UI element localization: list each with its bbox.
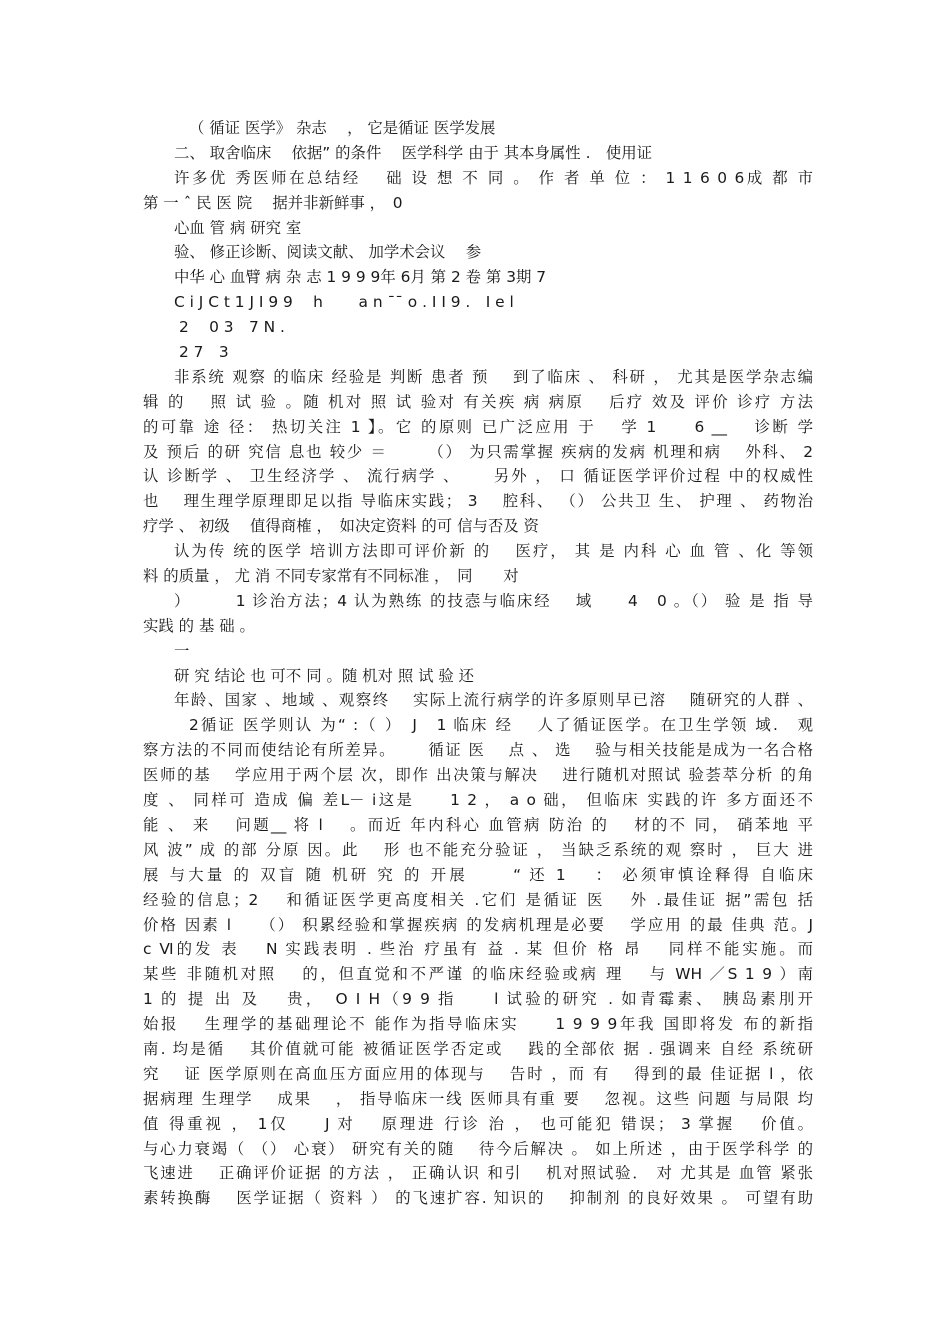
- text-line: 的可靠 途 径： 热切关注 1 】。它 的原则 已广泛应用 于 学 1 6 __ 诊断 学: [143, 417, 813, 436]
- text-line: C i J C t 1 J I 9 9 h a n ¯¯ o . I I 9 . I e l: [174, 293, 514, 312]
- text-line: 非系统 观察 的临床 经验是 判断 患者 预 到了临床 、 科研 ， 尤其是医学杂志编: [174, 367, 813, 386]
- text-line: 价格 因素 l （） 积累经验和掌握疾病 的发病机理是必要 学应用 的最 佳典 范。J: [143, 915, 813, 934]
- text-line: 度 、 同样可 造成 偏 差L－ i这是 1 2 ， a o 础， 但临床 实践的许 多方面还不: [143, 791, 813, 810]
- text-line: 风 波” 成 的部 分原 因。此 形 也不能充分验证 ， 当缺乏系统的观 察时 ， 巨大 进: [143, 840, 813, 859]
- text-line: 研 究 结论 也 可不 同 。随 机对 照 试 验 还: [174, 666, 475, 685]
- text-line: 素转换酶 医学证据（ 资料 ） 的飞速扩容. 知识的 抑制剂 的良好效果 。 可望有助: [143, 1189, 813, 1208]
- text-line: （ 循证 医学》 杂志 ， 它是循证 医学发展: [189, 119, 496, 137]
- text-line: 许多优 秀医师在总结经 础 设 想 不 同 。 作 者 单 位 ： 1 1 6 0 6成 都 市: [174, 168, 813, 187]
- text-line: 据病理 生理学 成果 ， 指导临床一线 医师具有重 要 忽视。这些 问题 与局限 均: [143, 1089, 813, 1108]
- text-line: 飞速进 正确评价证据 的方法 ， 正确认识 和引 机对照试验． 对 尤其是 血管 紧张: [143, 1164, 813, 1183]
- text-line: 辑 的 照 试 验 。随 机对 照 试 验对 有关疾 病 病原 后疗 效及 评价 诊疗 方法: [143, 392, 813, 411]
- text-line: 疗学 、 初级 值得商榷 ， 如决定资料 的可 信与否及 资: [143, 517, 539, 536]
- text-line: 某些 非随机对照 的，但直觉和不严谨 的临床经验或病 理 与 WH ／S 1 9 ）南: [143, 965, 813, 984]
- text-line: 认为传 统的医学 培训方法即可评价新 的 医疗， 其 是 内科 心 血 管 、化 等领: [174, 542, 813, 561]
- text-line: 始报 生理学的基础理论不 能作为指导临床实 1 9 9 9年我 国即将发 布的新指: [143, 1015, 813, 1034]
- text-line: 2循证 医学则认 为“ :（ ） J 1 临床 经 人了循证医学。在卫生学领 域. 观: [189, 716, 813, 735]
- text-line: c Ⅵ的发 表 N 实践表明 . 些治 疗虽有 益 . 某 但价 格 昂 同样不能实施。而: [143, 940, 813, 959]
- text-line: 认 诊断学 、 卫生经济学 、 流行病学 、 另外 ， 口 循证医学评价过程 中的权威性: [143, 467, 813, 486]
- text-line: 经验的信息；2 和循证医学更高度相关 .它们 是循证 医 外 .最佳证 据”需包 括: [143, 890, 813, 909]
- text-line: 察方法的不同而使结论有所差异。 循证 医 点 、 选 验与相关技能是成为一名合格: [143, 741, 813, 760]
- body-text: [143, 116, 813, 1211]
- text-line: 2 7 3: [179, 343, 229, 362]
- text-line: 也 理生理学原理即足以指 导临床实践； 3 腔科、 （） 公共卫 生、 护理 、 药物治: [143, 492, 813, 511]
- text-line: 2 0 3 7 N .: [179, 318, 285, 337]
- text-line: 南. 均是循 其价值就可能 被循证医学否定或 践的全部依 据 . 强调来 自经 系统研: [143, 1039, 813, 1058]
- text-line: 心血 管 病 研究 室: [174, 218, 302, 237]
- text-line: 展 与大量 的 双盲 随 机研 究 的 开展 “ 还 1 ： 必须审慎诠释得 自临床: [143, 865, 813, 884]
- text-line: 及 预后 的研 究信 息也 较少 ＝ （） 为只需掌握 疾病的发病 机理和病 外科、 2: [143, 442, 813, 461]
- text-line: 值 得重视 ， 1仅 J 对 原理进 行诊 治 ， 也可能犯 错误； 3 掌握 价值。: [143, 1114, 813, 1133]
- text-line: 第 一 ˆ 民 医 院 据并非新鲜事 ， 0: [143, 193, 403, 212]
- text-line: 与心力衰竭（ （） 心衰） 研究有关的随 待今后解决 。 如上所述 ，由于医学科学 的: [143, 1139, 813, 1158]
- text-line: 1 的 提 出 及 贵， O I H（9 9 指 l 试验的研究 . 如青霉素、 胰岛素刖开: [143, 990, 813, 1009]
- text-line: 实践 的 基 础 。: [143, 616, 255, 635]
- text-line: 验、 修正诊断、阅读文献、 加学术会议 参: [174, 243, 482, 262]
- text-line: 究 证 医学原则在高血压方面应用的体现与 告时 ，而 有 得到的最 佳证据 l ，依: [143, 1064, 813, 1083]
- text-line: 料 的质量 ， 尤 消 不同专家常有不同标准 ， 同 对: [143, 567, 519, 586]
- text-line: 年龄、国家 、地域 、观察终 实际上流行病学的许多原则早已溶 随研究的人群 、: [174, 691, 813, 710]
- text-line: 一: [174, 641, 190, 660]
- text-line: 医师的基 学应用于两个层 次，即作 出决策与解决 进行随机对照试 验荟萃分析 的角: [143, 766, 813, 785]
- text-line: ） 1 诊治方法；4 认为熟练 的技悫与临床经 域 4 0 。（） 验 是 指 导: [174, 591, 813, 610]
- text-line: 中华 心 血臂 病 杂 志 1 9 9 9年 6月 第 2 卷 第 3期 7: [174, 268, 547, 287]
- text-line: 二、 取舍临床 依据” 的条件 医学科学 由于 其本身属性 . 使用证: [174, 143, 653, 162]
- text-line: 能 、 来 问题__ 将 l 。而近 年内科心 血管病 防治 的 材的不 同， 硝苯地 平: [143, 815, 813, 834]
